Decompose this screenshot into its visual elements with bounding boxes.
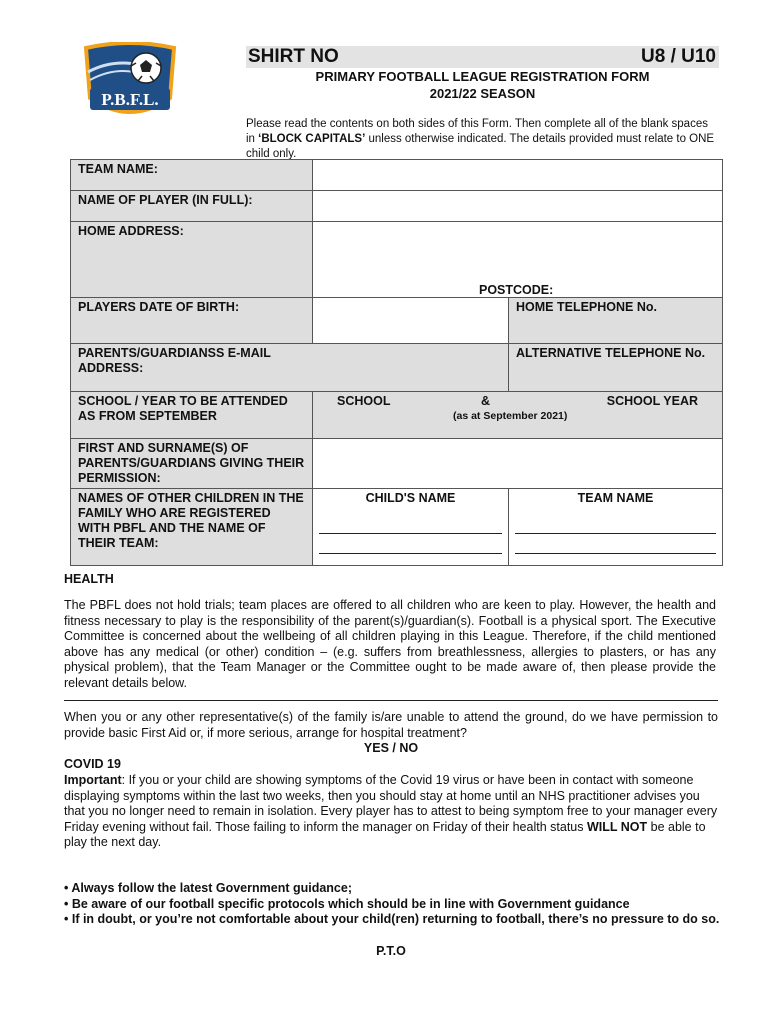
covid-important: Important	[64, 773, 122, 787]
covid-will-not: WILL NOT	[586, 819, 648, 834]
childs-name-header: CHILD'S NAME	[365, 491, 456, 505]
childs-name-line-1[interactable]	[319, 533, 502, 534]
guidance-item: • If in doubt, or you’re not comfortable about your child(ren) returning to football, there’s no pressure to do so.	[64, 912, 720, 926]
player-name-label: NAME OF PLAYER (IN FULL):	[71, 191, 313, 222]
dob-field[interactable]	[313, 298, 509, 344]
childs-name-line-2[interactable]	[319, 553, 502, 554]
shirt-no-label: SHIRT NO	[248, 46, 339, 67]
other-children-label: NAMES OF OTHER CHILDREN IN THE FAMILY WHO ARE REGISTERED WITH PBFL AND THE NAME OF THEIR TEAM:	[71, 489, 313, 566]
home-address-label: HOME ADDRESS:	[71, 222, 313, 298]
form-title-line2: 2021/22 SEASON	[429, 86, 536, 101]
intro-emphasis: ‘BLOCK CAPITALS’	[258, 133, 366, 145]
health-text: The PBFL does not hold trials; team places are offered to all children who are keen to play. However, the health and fitness necessary to play is the responsibility of the parent(s)/guardian(s). Football is a physical sport. The Executive Committee is concerned about the wellbeing of all children playing in this League. Therefore, if the child mentioned above has any medical (or other) condition – (e.g. suffers from breathlessness, allergies to plasters, or has any physical problem), that the Team Manager or the Committee ought to be made aware of, then please provide the relevant details below.	[64, 598, 716, 690]
covid-heading: COVID 19	[64, 757, 121, 771]
school-year-field[interactable]	[313, 392, 723, 439]
school-col-label: SCHOOL	[337, 394, 391, 408]
form-title-line1: PRIMARY FOOTBALL LEAGUE REGISTRATION FORM	[315, 69, 650, 84]
health-heading: HEALTH	[64, 572, 114, 586]
player-name-field[interactable]	[313, 191, 723, 222]
covid-text	[64, 773, 718, 851]
intro-text	[246, 117, 716, 162]
home-address-field[interactable]	[313, 222, 723, 298]
covid-text-part: be able to play the next day.	[64, 819, 706, 849]
alt-telephone-label: ALTERNATIVE TELEPHONE No.	[509, 344, 723, 392]
home-telephone-label: HOME TELEPHONE No.	[509, 298, 723, 344]
team-name-line-1[interactable]	[515, 533, 716, 534]
yes-no-option[interactable]: YES / NO	[363, 741, 419, 755]
intro-text-part: unless otherwise indicated. The details provided must relate to ONE child only.	[246, 133, 715, 160]
team-name-label: TEAM NAME:	[71, 160, 313, 191]
parents-field[interactable]	[313, 439, 723, 489]
registration-form-table	[70, 159, 723, 566]
svg-text:P.B.F.L.: P.B.F.L.	[101, 90, 159, 109]
email-label: PARENTS/GUARDIANSS E-MAIL ADDRESS:	[71, 344, 509, 392]
covid-text-part: : If you or your child are showing symptoms of the Covid 19 virus or have been in contact with someone displaying symptoms within the last two weeks, then you should stay at home until an NHS practitioner advises you that you no longer need to remain in isolation. Every player has to attest to being symptom free to your manager every Friday evening without fail. Those failing to inform the manager on Friday of their health status	[64, 773, 718, 834]
first-aid-question: When you or any other representative(s) of the family is/are unable to attend the ground, do we have permission to provide basic First Aid or, if more serious, arrange for hospital treatment?	[64, 710, 718, 740]
dob-label: PLAYERS DATE OF BIRTH:	[71, 298, 313, 344]
parents-label: FIRST AND SURNAME(S) OF PARENTS/GUARDIANS GIVING THEIR PERMISSION:	[71, 439, 313, 489]
postcode-label: POSTCODE:	[479, 283, 554, 297]
team-name-column[interactable]	[509, 489, 723, 566]
team-name-field[interactable]	[313, 160, 723, 191]
intro-text-part: Please read the contents on both sides of this Form. Then complete all of the blank spaces in	[246, 118, 708, 145]
guidance-item: • Be aware of our football specific protocols which should be in line with Government guidance	[64, 896, 630, 911]
health-details-line	[64, 700, 718, 701]
age-group-label: U8 / U10	[641, 46, 716, 67]
pbfl-logo	[80, 42, 180, 124]
team-name-header: TEAM NAME	[577, 491, 654, 505]
pto-label: P.T.O	[376, 944, 406, 958]
childs-name-column[interactable]	[313, 489, 509, 566]
ampersand-label: &	[481, 394, 491, 408]
form-title	[246, 68, 719, 102]
guidance-item: • Always follow the latest Government guidance;	[64, 881, 352, 895]
as-at-note: (as at September 2021)	[453, 410, 568, 422]
school-year-col-label: SCHOOL YEAR	[606, 394, 699, 408]
school-year-label: SCHOOL / YEAR TO BE ATTENDED AS FROM SEPTEMBER	[71, 392, 313, 439]
covid-guidance-list	[64, 881, 724, 928]
team-name-line-2[interactable]	[515, 553, 716, 554]
